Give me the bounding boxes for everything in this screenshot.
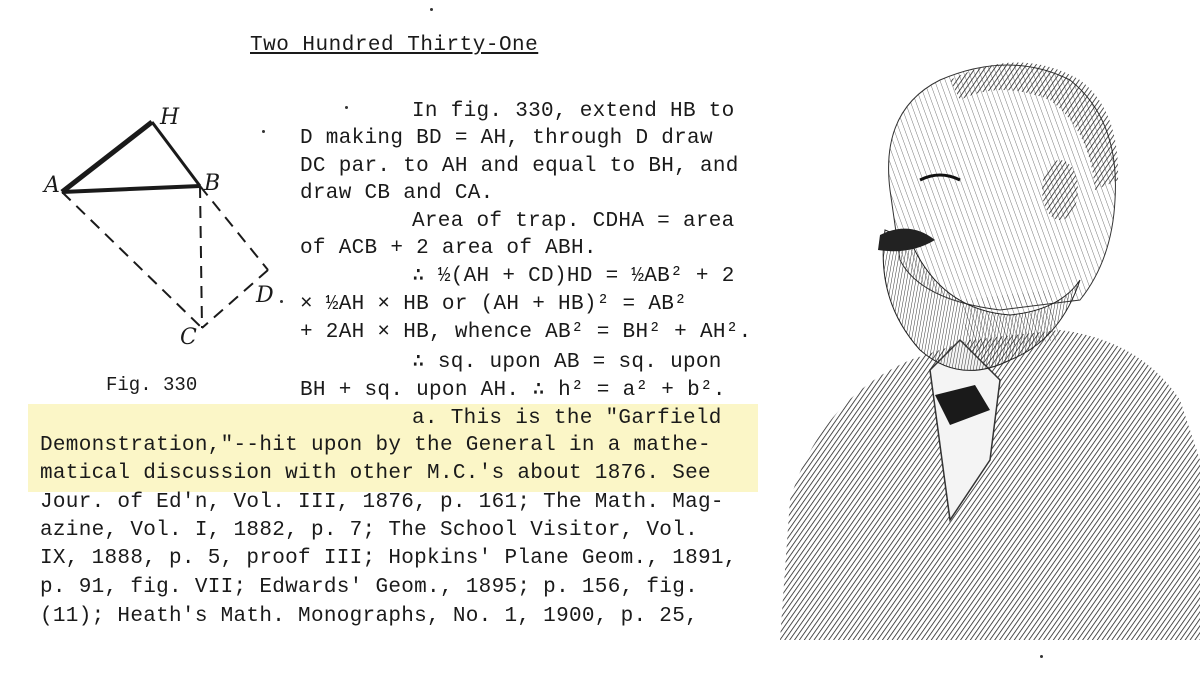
text-line: matical discussion with other M.C.'s about 1876. See: [40, 462, 711, 485]
label-h: H: [160, 105, 180, 130]
text-line: azine, Vol. I, 1882, p. 7; The School Visitor, Vol.: [40, 519, 699, 542]
figure-caption: Fig. 330: [106, 374, 198, 396]
line-ab: [62, 186, 200, 192]
ink-speck: [430, 8, 433, 11]
text-line: D making BD = AH, through D draw: [300, 127, 713, 150]
text-line: DC par. to AH and equal to BH, and: [300, 155, 739, 178]
text-line: (11); Heath's Math. Monographs, No. 1, 1900, p. 25,: [40, 605, 699, 628]
label-a: A: [44, 173, 60, 198]
label-d: D: [256, 283, 274, 308]
label-b: B: [204, 171, 221, 196]
figure-330-diagram: [40, 100, 290, 360]
text-line: Jour. of Ed'n, Vol. III, 1876, p. 161; The Math. Mag-: [40, 491, 724, 514]
text-line: ∴ ½(AH + CD)HD = ½AB² + 2: [412, 265, 735, 288]
text-line: + 2AH × HB, whence AB² = BH² + AH².: [300, 321, 752, 344]
text-line: Area of trap. CDHA = area: [412, 210, 735, 233]
ink-speck: [1040, 655, 1043, 658]
text-line: IX, 1888, p. 5, proof III; Hopkins' Plane Geom., 1891,: [40, 547, 737, 570]
text-line: Demonstration,"--hit upon by the General in a mathe-: [40, 434, 711, 457]
line-hb: [152, 122, 200, 186]
ink-speck: [262, 130, 265, 133]
portrait-engraving: [760, 40, 1200, 640]
line-ac: [62, 192, 202, 328]
line-ah: [62, 122, 152, 192]
text-line: BH + sq. upon AH. ∴ h² = a² + b².: [300, 379, 726, 402]
ink-speck: [345, 106, 348, 109]
text-line: In fig. 330, extend HB to: [412, 100, 735, 123]
page-title: Two Hundred Thirty-One: [250, 34, 539, 57]
ear: [1042, 160, 1078, 220]
line-bc: [200, 186, 202, 328]
text-line: draw CB and CA.: [300, 182, 494, 205]
text-line: of ACB + 2 area of ABH.: [300, 237, 597, 260]
label-c: C: [180, 325, 197, 350]
text-line: ∴ sq. upon AB = sq. upon: [412, 351, 722, 374]
text-line: p. 91, fig. VII; Edwards' Geom., 1895; p. 156, fig.: [40, 576, 699, 599]
text-line: a. This is the "Garfield: [412, 407, 722, 430]
line-bd: [200, 186, 268, 270]
ink-speck: [280, 300, 283, 303]
text-line: × ½AH × HB or (AH + HB)² = AB²: [300, 293, 688, 316]
